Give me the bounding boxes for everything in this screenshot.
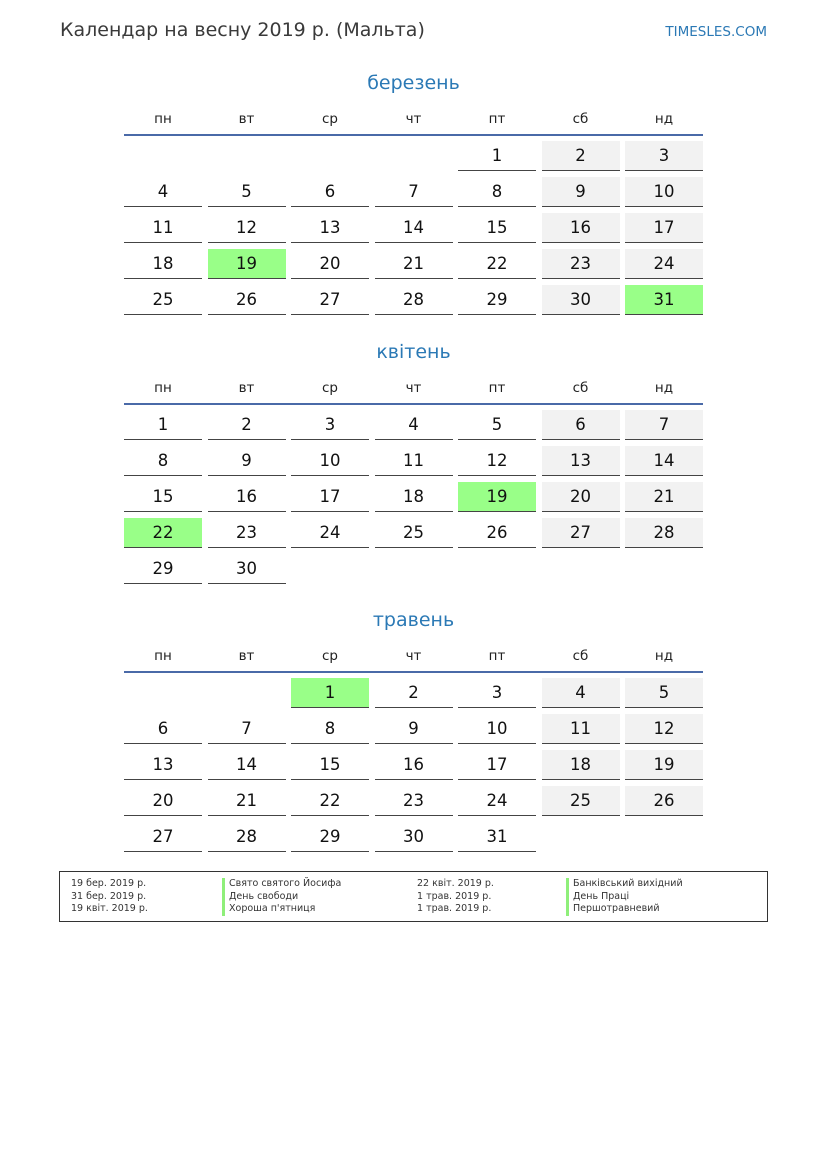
weekday-label: пт bbox=[488, 380, 506, 396]
day-cell: 6 bbox=[291, 177, 369, 207]
day-grid bbox=[124, 678, 703, 858]
day-cell: 4 bbox=[375, 410, 453, 440]
day-cell: 5 bbox=[625, 678, 703, 708]
legend-date: 19 бер. 2019 р. bbox=[71, 878, 147, 889]
day-cell: 17 bbox=[291, 482, 369, 512]
weekday-label: чт bbox=[405, 380, 422, 396]
weekday-label: нд bbox=[654, 380, 674, 396]
empty-cell bbox=[124, 141, 202, 171]
empty-cell bbox=[291, 141, 369, 171]
day-cell: 3 bbox=[625, 141, 703, 171]
day-cell: 12 bbox=[625, 714, 703, 744]
site-link[interactable]: TIMESLES.COM bbox=[665, 24, 767, 40]
day-cell: 8 bbox=[458, 177, 536, 207]
weekday-label: пт bbox=[488, 111, 506, 127]
day-cell: 12 bbox=[208, 213, 286, 243]
weekday-label: пн bbox=[154, 380, 172, 396]
day-cell: 30 bbox=[542, 285, 620, 315]
day-cell: 11 bbox=[124, 213, 202, 243]
day-cell: 17 bbox=[625, 213, 703, 243]
weekday-label: сб bbox=[572, 648, 589, 664]
legend-names-right bbox=[566, 878, 683, 916]
day-cell: 10 bbox=[625, 177, 703, 207]
day-cell: 19 bbox=[625, 750, 703, 780]
day-cell: 28 bbox=[375, 285, 453, 315]
day-cell: 23 bbox=[375, 786, 453, 816]
weekday-label: вт bbox=[238, 111, 255, 127]
day-cell: 21 bbox=[375, 249, 453, 279]
day-grid bbox=[124, 410, 703, 590]
day-cell: 1 bbox=[458, 141, 536, 171]
empty-cell bbox=[208, 678, 286, 708]
day-cell: 23 bbox=[542, 249, 620, 279]
day-cell: 14 bbox=[625, 446, 703, 476]
day-cell: 8 bbox=[291, 714, 369, 744]
day-cell: 8 bbox=[124, 446, 202, 476]
day-cell: 31 bbox=[458, 822, 536, 852]
legend-holiday: Першотравневий bbox=[566, 903, 683, 916]
legend-holiday: Банківський вихідний bbox=[566, 878, 683, 891]
day-cell: 5 bbox=[458, 410, 536, 440]
day-cell: 4 bbox=[124, 177, 202, 207]
day-cell: 11 bbox=[542, 714, 620, 744]
weekday-label: сб bbox=[572, 380, 589, 396]
weekday-label: пн bbox=[154, 111, 172, 127]
legend-dates-left bbox=[71, 878, 148, 916]
divider bbox=[124, 134, 703, 136]
day-cell: 28 bbox=[625, 518, 703, 548]
legend-date: 22 квіт. 2019 р. bbox=[417, 878, 494, 889]
day-cell: 27 bbox=[291, 285, 369, 315]
day-cell: 13 bbox=[291, 213, 369, 243]
weekday-header bbox=[124, 375, 703, 401]
legend-date: 19 квіт. 2019 р. bbox=[71, 903, 148, 915]
day-cell: 26 bbox=[208, 285, 286, 315]
day-cell: 27 bbox=[124, 822, 202, 852]
day-cell: 5 bbox=[208, 177, 286, 207]
day-cell: 21 bbox=[625, 482, 703, 512]
day-cell: 17 bbox=[458, 750, 536, 780]
divider bbox=[124, 403, 703, 405]
empty-cell bbox=[124, 678, 202, 708]
day-cell: 16 bbox=[208, 482, 286, 512]
holiday-legend bbox=[59, 871, 768, 922]
day-cell: 23 bbox=[208, 518, 286, 548]
day-cell: 30 bbox=[208, 554, 286, 584]
weekday-label: ср bbox=[322, 648, 338, 664]
day-cell: 13 bbox=[124, 750, 202, 780]
day-cell: 4 bbox=[542, 678, 620, 708]
day-cell: 24 bbox=[625, 249, 703, 279]
day-cell: 24 bbox=[291, 518, 369, 548]
day-cell: 18 bbox=[542, 750, 620, 780]
day-cell-holiday: 19 bbox=[458, 482, 536, 512]
day-cell: 29 bbox=[124, 554, 202, 584]
day-cell: 20 bbox=[124, 786, 202, 816]
day-cell: 13 bbox=[542, 446, 620, 476]
day-cell: 9 bbox=[542, 177, 620, 207]
weekday-label: чт bbox=[405, 111, 422, 127]
day-cell: 25 bbox=[375, 518, 453, 548]
day-cell: 29 bbox=[458, 285, 536, 315]
day-cell: 27 bbox=[542, 518, 620, 548]
day-cell: 9 bbox=[375, 714, 453, 744]
day-cell: 10 bbox=[291, 446, 369, 476]
day-cell: 25 bbox=[542, 786, 620, 816]
weekday-label: сб bbox=[572, 111, 589, 127]
legend-holiday: Хороша п'ятниця bbox=[222, 903, 341, 916]
day-cell-holiday: 1 bbox=[291, 678, 369, 708]
day-cell: 6 bbox=[124, 714, 202, 744]
weekday-header bbox=[124, 643, 703, 669]
legend-date: 31 бер. 2019 р. bbox=[71, 890, 147, 902]
page-title: Календар на весну 2019 р. (Мальта) bbox=[60, 19, 425, 41]
day-cell: 7 bbox=[375, 177, 453, 207]
legend-dates-right bbox=[417, 878, 494, 916]
empty-cell bbox=[375, 141, 453, 171]
day-grid bbox=[124, 141, 703, 321]
day-cell: 28 bbox=[208, 822, 286, 852]
month-march bbox=[124, 68, 703, 321]
day-cell: 14 bbox=[375, 213, 453, 243]
weekday-label: нд bbox=[654, 111, 674, 127]
weekday-label: пн bbox=[154, 648, 172, 664]
day-cell-holiday: 19 bbox=[208, 249, 286, 279]
day-cell: 12 bbox=[458, 446, 536, 476]
legend-names-left bbox=[222, 878, 341, 916]
day-cell: 2 bbox=[208, 410, 286, 440]
day-cell: 11 bbox=[375, 446, 453, 476]
day-cell: 26 bbox=[458, 518, 536, 548]
day-cell: 26 bbox=[625, 786, 703, 816]
day-cell: 15 bbox=[124, 482, 202, 512]
divider bbox=[124, 671, 703, 673]
weekday-label: вт bbox=[238, 380, 255, 396]
day-cell: 25 bbox=[124, 285, 202, 315]
day-cell: 3 bbox=[291, 410, 369, 440]
day-cell: 7 bbox=[625, 410, 703, 440]
day-cell: 10 bbox=[458, 714, 536, 744]
day-cell: 1 bbox=[124, 410, 202, 440]
day-cell: 22 bbox=[291, 786, 369, 816]
month-april bbox=[124, 337, 703, 590]
legend-date: 1 трав. 2019 р. bbox=[417, 890, 492, 902]
day-cell: 15 bbox=[458, 213, 536, 243]
day-cell: 7 bbox=[208, 714, 286, 744]
day-cell: 30 bbox=[375, 822, 453, 852]
day-cell: 29 bbox=[291, 822, 369, 852]
day-cell: 18 bbox=[124, 249, 202, 279]
day-cell: 14 bbox=[208, 750, 286, 780]
day-cell: 9 bbox=[208, 446, 286, 476]
month-may bbox=[124, 605, 703, 858]
day-cell: 24 bbox=[458, 786, 536, 816]
month-title: березень bbox=[367, 72, 460, 94]
day-cell: 18 bbox=[375, 482, 453, 512]
legend-holiday: День свободи bbox=[222, 891, 341, 904]
day-cell: 15 bbox=[291, 750, 369, 780]
weekday-label: чт bbox=[405, 648, 422, 664]
weekday-header bbox=[124, 106, 703, 132]
day-cell: 20 bbox=[291, 249, 369, 279]
legend-date: 1 трав. 2019 р. bbox=[417, 903, 492, 915]
weekday-label: нд bbox=[654, 648, 674, 664]
legend-holiday: Свято святого Йосифа bbox=[222, 878, 341, 891]
month-title: травень bbox=[372, 609, 455, 631]
month-title: квітень bbox=[376, 341, 451, 363]
day-cell: 21 bbox=[208, 786, 286, 816]
day-cell: 6 bbox=[542, 410, 620, 440]
weekday-label: ср bbox=[322, 111, 338, 127]
weekday-label: ср bbox=[322, 380, 338, 396]
day-cell: 16 bbox=[375, 750, 453, 780]
day-cell: 2 bbox=[375, 678, 453, 708]
day-cell: 16 bbox=[542, 213, 620, 243]
weekday-label: вт bbox=[238, 648, 255, 664]
day-cell-holiday: 31 bbox=[625, 285, 703, 315]
legend-holiday: День Праці bbox=[566, 891, 683, 904]
day-cell: 22 bbox=[458, 249, 536, 279]
weekday-label: пт bbox=[488, 648, 506, 664]
day-cell: 3 bbox=[458, 678, 536, 708]
day-cell: 20 bbox=[542, 482, 620, 512]
day-cell: 2 bbox=[542, 141, 620, 171]
empty-cell bbox=[208, 141, 286, 171]
day-cell-holiday: 22 bbox=[124, 518, 202, 548]
